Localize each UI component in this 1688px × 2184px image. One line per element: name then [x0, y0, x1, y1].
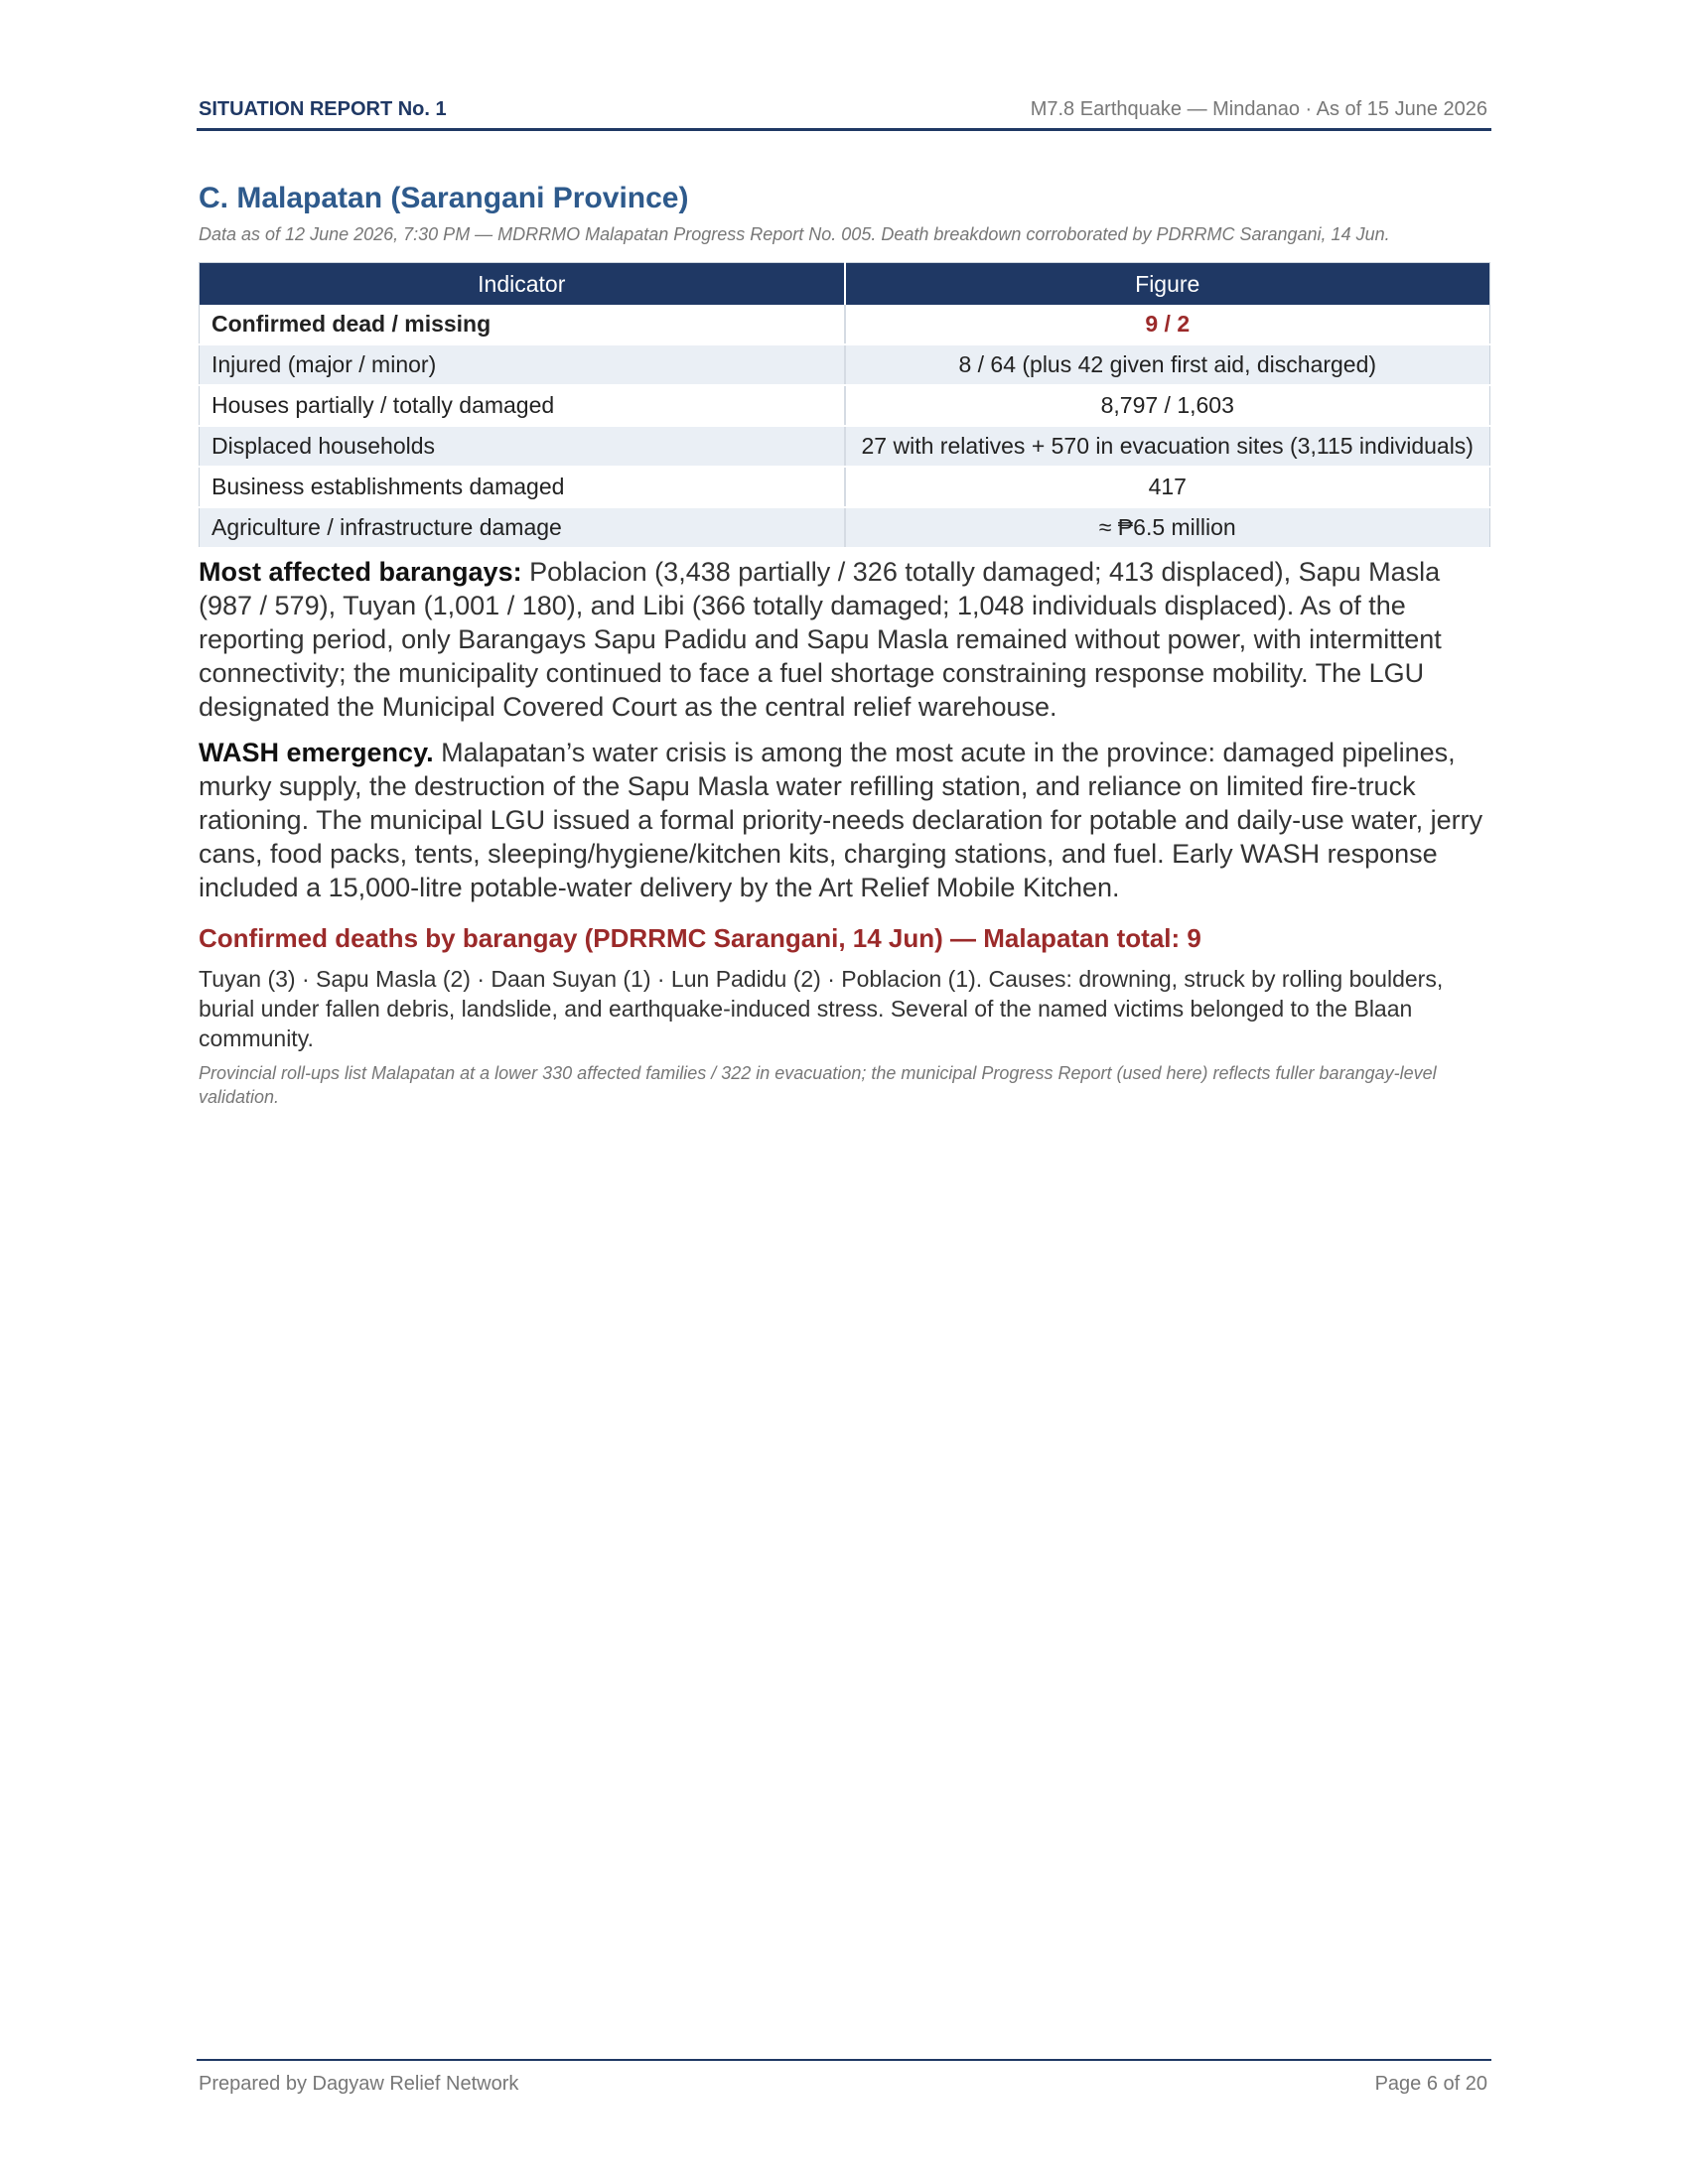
column-header-figure: Figure: [845, 263, 1490, 306]
deaths-footnote: Provincial roll-ups list Malapatan at a lower 330 affected families / 322 in evacuation; the municipal Progress Report (used here) reflects fuller barangay-level validation.: [199, 1063, 1437, 1107]
page-footer: [197, 2059, 1491, 2101]
source-note: Data as of 12 June 2026, 7:30 PM — MDRRMO Malapatan Progress Report No. 005. Death breakdown corroborated by PDRRMC Sarangani, 14 Jun.: [199, 224, 1390, 244]
table-row: [200, 426, 1490, 467]
deaths-text: Tuyan (3) · Sapu Masla (2) · Daan Suyan (1) · Lun Padidu (2) · Poblacion (1). Causes: drowning, struck by rolling boulders, burial under fallen debris, landslide, and earthquake-induced stress. Several of the named victims belonged to the Blaan community.: [199, 966, 1444, 1051]
indicator-cell: Business establishments damaged: [200, 467, 845, 507]
indicator-cell: Confirmed dead / missing: [200, 305, 845, 344]
barangays-text: Poblacion (3,438 partially / 326 totally damaged; 413 displaced), Sapu Masla (987 / 579), Tuyan (1,001 / 180), and Libi (366 totally damaged; 1,048 individuals displaced). As of the reporting period, only Barangays Sapu Padidu and Sapu Masla remained without power, with intermittent connectivity; the municipality continued to face a fuel shortage constraining response mobility. The LGU designated the Municipal Covered Court as the central relief warehouse.: [199, 557, 1442, 722]
barangays-paragraph: [199, 555, 1489, 724]
page-number: Page 6 of 20: [1374, 2073, 1487, 2095]
figure-cell: 417: [845, 467, 1490, 507]
page-header: [197, 98, 1491, 131]
indicator-cell: Houses partially / totally damaged: [200, 385, 845, 426]
wash-text: Malapatan’s water crisis is among the most acute in the province: damaged pipelines, murky supply, the destruction of the Sapu Masla water refilling station, and reliance on limited fire-truck rationing. The municipal LGU issued a formal priority-needs declaration for potable and daily-use water, jerry cans, food packs, tents, sleeping/hygiene/kitchen kits, charging stations, and fuel. Early WASH response included a 15,000-litre potable-water delivery by the Art Relief Mobile Kitchen.: [199, 738, 1483, 902]
indicator-cell: Agriculture / infrastructure damage: [200, 507, 845, 548]
table-row: [200, 507, 1490, 548]
deaths-heading: Confirmed deaths by barangay (PDRRMC Sarangani, 14 Jun) — Malapatan total: 9: [199, 923, 1201, 953]
prepared-by: Prepared by Dagyaw Relief Network: [199, 2073, 519, 2095]
figure-cell: 8,797 / 1,603: [845, 385, 1490, 426]
event-label: M7.8 Earthquake — Mindanao · As of 15 June 2026: [1030, 98, 1487, 120]
column-header-indicator: Indicator: [200, 263, 845, 306]
table-row: [200, 385, 1490, 426]
figure-cell: ≈ ₱6.5 million: [845, 507, 1490, 548]
barangays-lead: Most affected barangays:: [199, 557, 522, 587]
page-content: [199, 181, 1489, 1109]
wash-paragraph: [199, 736, 1489, 904]
figure-cell: 9 / 2: [845, 305, 1490, 344]
table-row: [200, 344, 1490, 385]
indicator-cell: Injured (major / minor): [200, 344, 845, 385]
indicator-cell: Displaced households: [200, 426, 845, 467]
wash-lead: WASH emergency.: [199, 738, 434, 767]
table-row: [200, 467, 1490, 507]
table-header-row: [200, 263, 1490, 306]
section-title: C. Malapatan (Sarangani Province): [199, 182, 689, 214]
table-row: [200, 305, 1490, 344]
figure-cell: 8 / 64 (plus 42 given first aid, discharged): [845, 344, 1490, 385]
figure-cell: 27 with relatives + 570 in evacuation sites (3,115 individuals): [845, 426, 1490, 467]
indicators-table: [199, 262, 1490, 549]
report-label: SITUATION REPORT No. 1: [199, 98, 447, 120]
